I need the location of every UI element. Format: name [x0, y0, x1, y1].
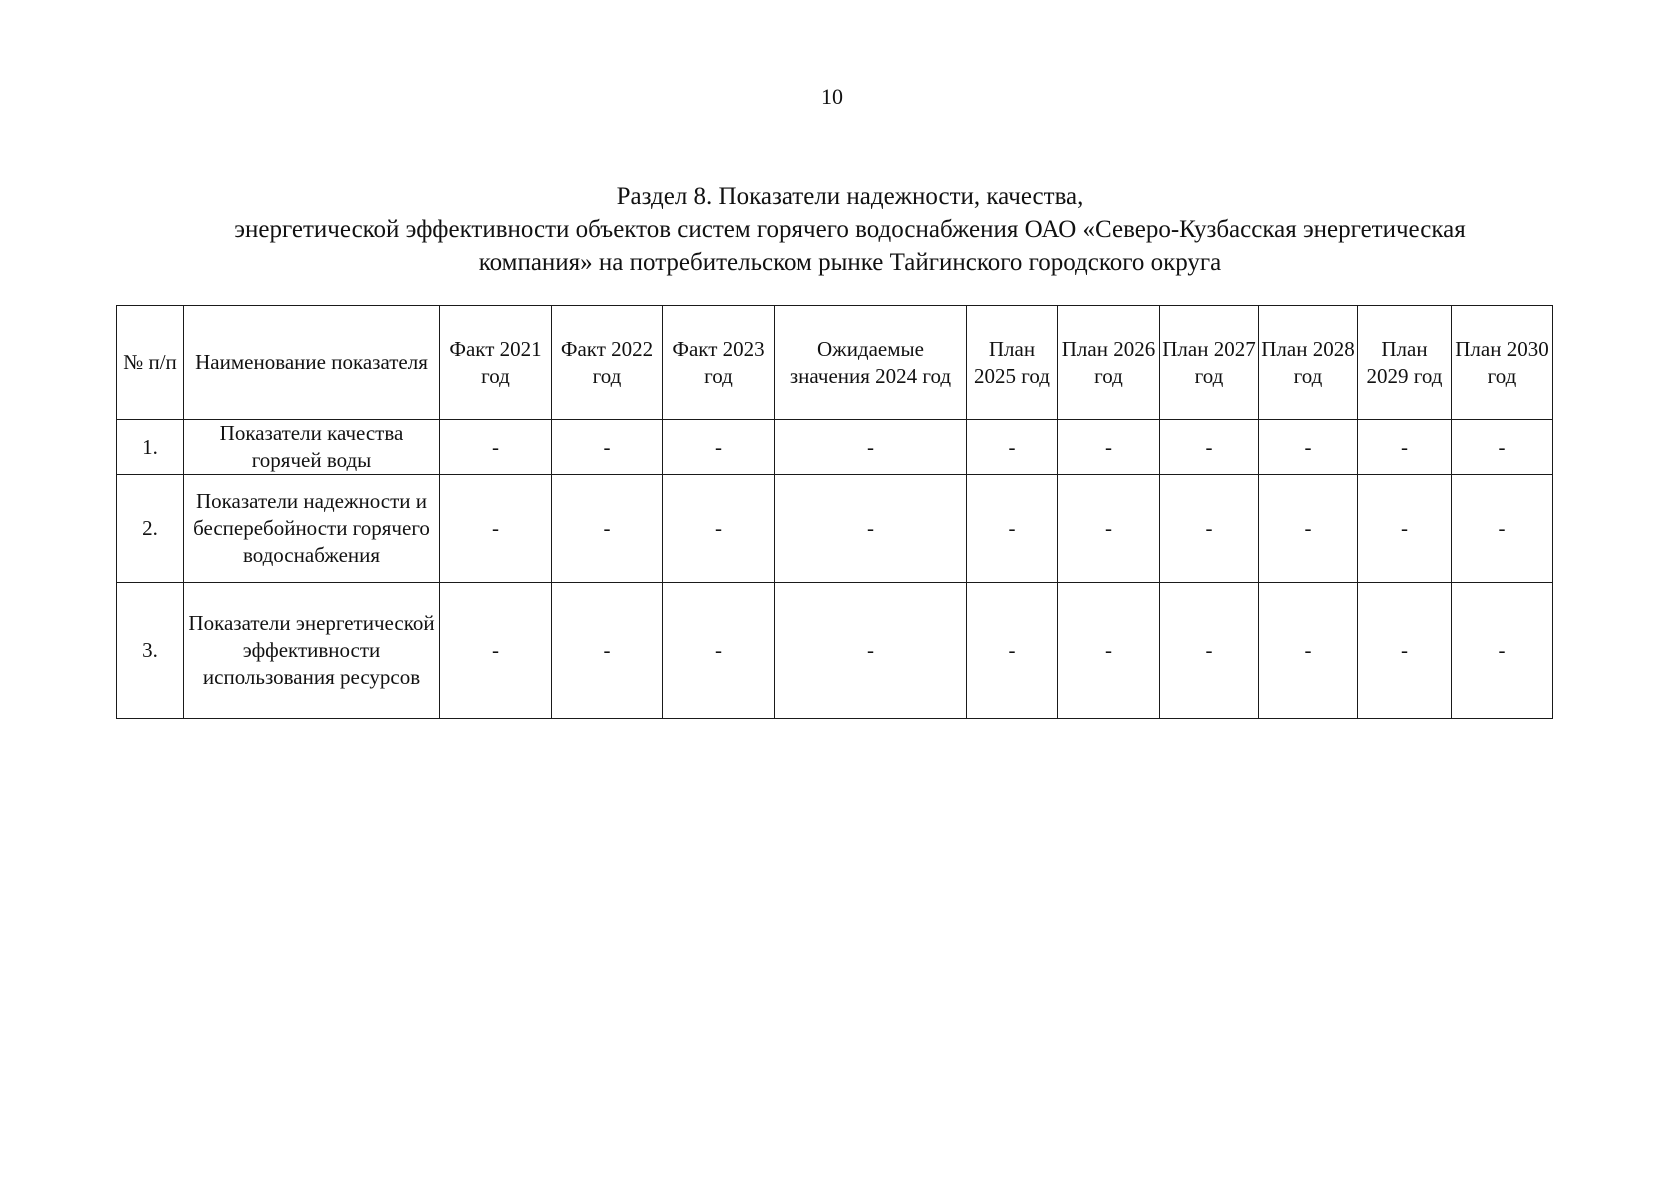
cell-value: -: [775, 475, 967, 583]
cell-value: -: [1358, 583, 1452, 719]
cell-value: -: [1160, 583, 1259, 719]
row-indicator-name: Показатели надежности и бесперебойности горячего водоснабжения: [184, 475, 440, 583]
cell-value: -: [1259, 420, 1358, 475]
header-fact-2021: Факт 2021 год: [440, 306, 552, 420]
cell-value: -: [1058, 475, 1160, 583]
table-row: [117, 475, 1553, 583]
cell-value: -: [775, 583, 967, 719]
row-indicator-name: Показатели качества горячей воды: [184, 420, 440, 475]
table-row: [117, 420, 1553, 475]
table-row: [117, 583, 1553, 719]
header-fact-2022: Факт 2022 год: [552, 306, 663, 420]
cell-value: -: [1058, 420, 1160, 475]
header-plan-2029: План 2029 год: [1358, 306, 1452, 420]
cell-value: -: [440, 475, 552, 583]
cell-value: -: [440, 583, 552, 719]
cell-value: -: [967, 583, 1058, 719]
row-number: 3.: [117, 583, 184, 719]
cell-value: -: [552, 583, 663, 719]
cell-value: -: [440, 420, 552, 475]
header-plan-2025: План 2025 год: [967, 306, 1058, 420]
section-title-line-2: энергетической эффективности объектов систем горячего водоснабжения ОАО «Северо-Кузбасская энергетическая: [234, 216, 1466, 243]
indicators-table: [116, 305, 1553, 719]
table-header-row: [117, 306, 1553, 420]
cell-value: -: [663, 420, 775, 475]
cell-value: -: [967, 475, 1058, 583]
header-fact-2023: Факт 2023 год: [663, 306, 775, 420]
row-number: 2.: [117, 475, 184, 583]
cell-value: -: [552, 475, 663, 583]
row-indicator-name: Показатели энергетической эффективности использования ресурсов: [184, 583, 440, 719]
cell-value: -: [1358, 475, 1452, 583]
section-title: [160, 180, 1540, 279]
header-expected-2024: Ожидаемые значения 2024 год: [775, 306, 967, 420]
cell-value: -: [1358, 420, 1452, 475]
cell-value: -: [663, 475, 775, 583]
cell-value: -: [663, 583, 775, 719]
header-plan-2028: План 2028 год: [1259, 306, 1358, 420]
cell-value: -: [552, 420, 663, 475]
cell-value: -: [1259, 475, 1358, 583]
cell-value: -: [1058, 583, 1160, 719]
cell-value: -: [1160, 475, 1259, 583]
section-title-line-1: Раздел 8. Показатели надежности, качества,: [616, 183, 1084, 210]
header-plan-2027: План 2027 год: [1160, 306, 1259, 420]
cell-value: -: [1452, 583, 1553, 719]
cell-value: -: [775, 420, 967, 475]
header-indicator-name: Наименование показателя: [184, 306, 440, 420]
row-number: 1.: [117, 420, 184, 475]
header-plan-2026: План 2026 год: [1058, 306, 1160, 420]
header-plan-2030: План 2030 год: [1452, 306, 1553, 420]
cell-value: -: [967, 420, 1058, 475]
header-number: № п/п: [117, 306, 184, 420]
page-number: 10: [821, 84, 843, 109]
cell-value: -: [1452, 420, 1553, 475]
cell-value: -: [1452, 475, 1553, 583]
cell-value: -: [1160, 420, 1259, 475]
section-title-line-3: компания» на потребительском рынке Тайгинского городского округа: [478, 249, 1222, 276]
cell-value: -: [1259, 583, 1358, 719]
